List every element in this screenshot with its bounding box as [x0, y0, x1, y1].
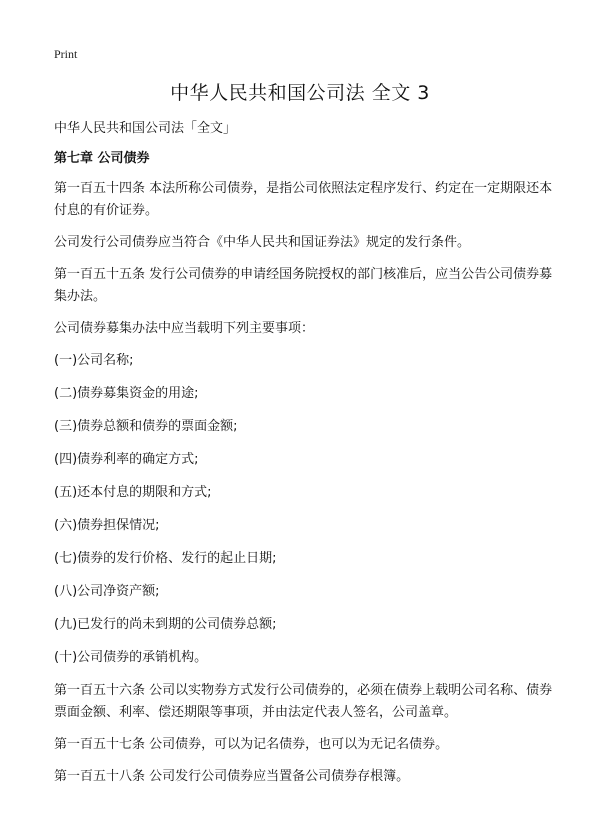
article-158: 第一百五十八条 公司发行公司债券应当置备公司债券存根簿。 [54, 769, 410, 784]
list-item: (七)债券的发行价格、发行的起止日期; [54, 551, 277, 566]
article-154: 第一百五十四条 本法所称公司债券，是指公司依照法定程序发行、约定在一定期限还本付息的有价证券。 [54, 181, 553, 218]
article-155: 第一百五十五条 发行公司债券的申请经国务院授权的部门核准后，应当公告公司债券募集办法。 [54, 267, 553, 304]
list-item: (九)已发行的尚未到期的公司债券总额; [54, 617, 277, 632]
list-item: (三)债券总额和债券的票面金额; [54, 419, 238, 434]
article-154-conditions: 公司发行公司债券应当符合《中华人民共和国证券法》规定的发行条件。 [54, 235, 471, 250]
document-subtitle: 中华人民共和国公司法「全文」 [54, 121, 237, 136]
document-title: 中华人民共和国公司法 全文 3 [170, 82, 430, 104]
list-item: (四)债券利率的确定方式; [54, 452, 199, 467]
article-157: 第一百五十七条 公司债券，可以为记名债券，也可以为无记名债券。 [54, 737, 449, 752]
document-body [54, 118, 554, 798]
list-item: (十)公司债券的承销机构。 [54, 650, 208, 665]
list-item: (一)公司名称; [54, 353, 134, 368]
print-label[interactable]: Print [54, 47, 78, 61]
article-156: 第一百五十六条 公司以实物券方式发行公司债券的，必须在债券上载明公司名称、债券票面金额、利率、偿还期限等事项，并由法定代表人签名，公司盖章。 [54, 683, 553, 720]
list-item: (五)还本付息的期限和方式; [54, 485, 212, 500]
list-item: (二)债券募集资金的用途; [54, 386, 199, 401]
items-intro: 公司债券募集办法中应当载明下列主要事项： [54, 321, 315, 336]
chapter-heading: 第七章 公司债券 [54, 151, 150, 166]
list-item: (六)债券担保情况; [54, 518, 160, 533]
list-item: (八)公司净资产额; [54, 584, 160, 599]
